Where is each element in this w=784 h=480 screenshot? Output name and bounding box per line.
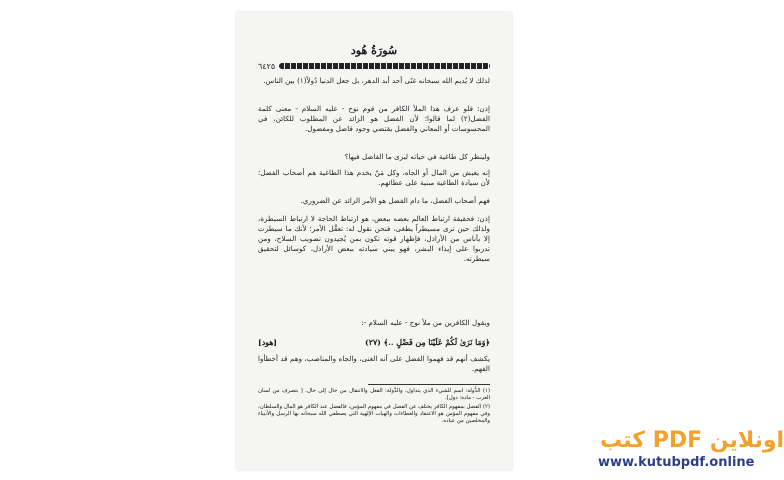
footnote-divider	[368, 384, 490, 385]
footnote: (١) الدُّولة: اسم للشيء الذي يتداول، والدَّولة: الفعل والانتقال من حال إلى حال. [ بتصرف من لسان العرب - مادة: دول].	[258, 388, 490, 402]
paragraph: فهم أصحاب الفضل، ما دام الفضل هو الأمر الزائد عن الضروري.	[300, 196, 490, 205]
paragraph: إذن: فحقيقة ارتباط العالم بعضه ببعض، هو ارتباط الحاجة لا ارتباط السيطرة، ولذلك حين ترى مسيطراً يطغى، فنحن نقول له: تعقَّل الأمر؛ لأنك ما سيطرت إلا بأناس من الأراذل، فإظهار قوته تكون بمن يُجيدون تصويب السلاح، ومن تدربوا على إيذاء البشر، فهو يبني سيادته ببعض الأراذل، كوسائل لتحقيق سيطرته.	[258, 214, 490, 263]
closing-paragraph: يكشف أنهم قد فهموا الفضل على أنه الغنى، والجاه والمناصب، وهم قد أخطأوا الفهم.	[258, 354, 490, 373]
book-page	[236, 12, 512, 470]
paragraph: لذلك لا يُديم الله سبحانه غنًى أحد أبد الدهر، بل جعل الدنيا دُولاً(١) بين الناس.	[263, 76, 490, 85]
paragraph: إنه يعيش من المال أو الجاه، وكل مَنْ يخدم هذا الطاغية هم أصحاب الفضل؛ لأن سيادة الطاغية مبنية على عطائهم.	[258, 168, 490, 187]
chain-ornament	[279, 63, 490, 69]
page-header-border	[258, 60, 490, 72]
verse-number: (٢٧)	[365, 338, 381, 347]
page-number: ٦٤٢٥	[258, 61, 276, 71]
paragraph: إذن: فلو عرف هذا الملأ الكافر من قوم نوح - عليه السلام - معنى كلمة الفضل(٢) لما قالوا؛ لأن الفضل هو الزائد عن المطلوب للكائن، في المحسوسات أو المعاني والفضل يقتضي وجود فاضل ومفضول.	[258, 104, 490, 133]
watermark-url[interactable]: www.kutubpdf.online	[598, 455, 755, 470]
quran-verse: ﴿وَمَا نَرَىٰ لَكُمْ عَلَيْنَا مِن فَضْلٍ ..﴾	[383, 338, 490, 347]
verse-reference: [هود]	[258, 338, 277, 347]
paragraph: ولينظر كل طاغية في حياته ليرى ما الفاضل فيها؟	[344, 152, 490, 161]
surah-title: سُورَةُ هُود	[350, 44, 398, 57]
footnote: (٢) الفضل بمفهوم الكافر يختلف عن الفضل في مفهوم المؤمن، فالفضل عند الكافر هو المال والسلطان، وفي مفهوم المؤمن هو الاعتقاد والعطاءات والهبات الإلهية التي يصطفي الله سبحانه بها الرسل والأنبياء والمخلصين من عباده.	[258, 404, 490, 425]
paragraph: ويقول الكافرين من ملأ نوح - عليه السلام -:	[361, 318, 490, 327]
quran-verse-line	[258, 338, 490, 347]
watermark-arabic: كتب PDF اونلاين	[600, 428, 784, 453]
